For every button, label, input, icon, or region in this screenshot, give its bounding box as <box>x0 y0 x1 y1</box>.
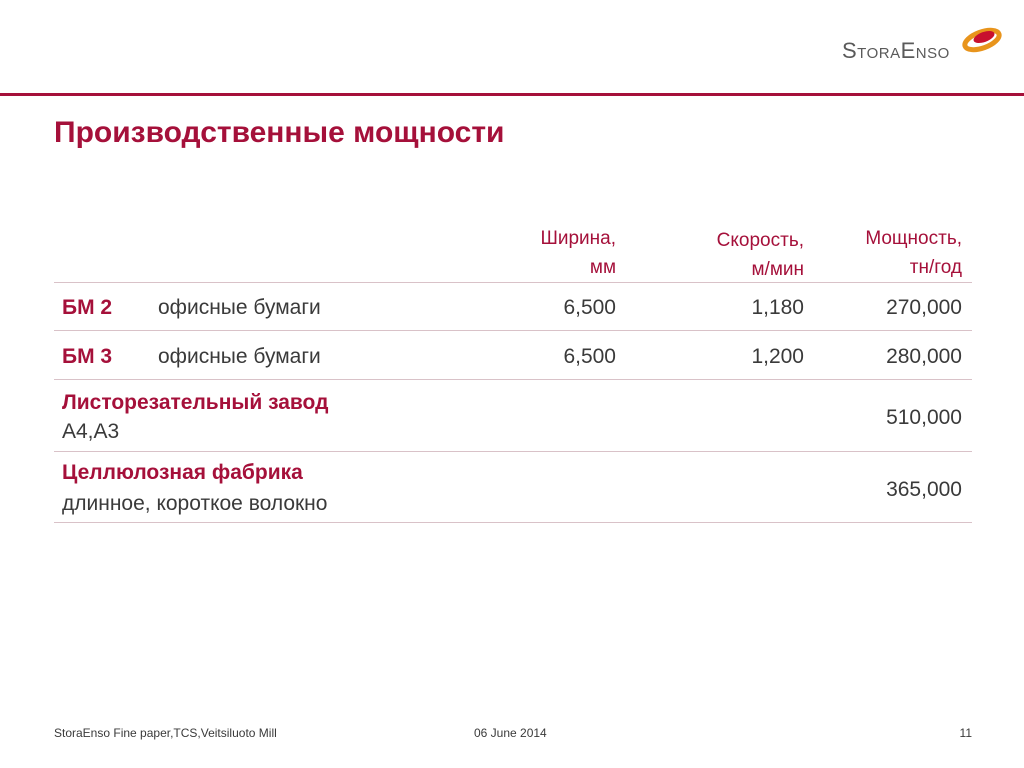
header-speed: Скорость, м/мин <box>716 230 804 280</box>
table-divider <box>54 379 972 380</box>
logo-swirl-icon <box>960 20 1002 54</box>
row-code: БМ 3 <box>62 345 113 368</box>
table-divider <box>54 330 972 331</box>
row-name: Листорезательный завод <box>62 391 329 414</box>
page-number: 11 <box>959 726 972 740</box>
table-divider <box>54 451 972 452</box>
row-width: 6,500 <box>563 345 616 368</box>
footer-date: 06 June 2014 <box>474 726 547 740</box>
row-product: офисные бумаги <box>158 345 321 368</box>
row-capacity: 510,000 <box>886 406 962 429</box>
logo-text: StoraEnso <box>842 38 950 63</box>
row-capacity: 270,000 <box>886 296 962 319</box>
row-capacity: 280,000 <box>886 345 962 368</box>
row-width: 6,500 <box>563 296 616 319</box>
row-speed: 1,200 <box>751 345 804 368</box>
header-capacity: Мощность, тн/год <box>865 228 962 278</box>
row-sub: длинное, короткое волокно <box>62 492 328 515</box>
table-divider <box>54 282 972 283</box>
row-code: БМ 2 <box>62 296 113 319</box>
table-divider <box>54 522 972 523</box>
page-title: Производственные мощности <box>54 116 505 149</box>
header-divider <box>0 93 1024 96</box>
row-sub: А4,А3 <box>62 420 120 443</box>
row-speed: 1,180 <box>751 296 804 319</box>
header-width: Ширина, мм <box>540 228 616 278</box>
footer-source: StoraEnso Fine paper,TCS,Veitsiluoto Mill <box>54 726 277 740</box>
row-product: офисные бумаги <box>158 296 321 319</box>
storaenso-logo <box>842 20 1002 72</box>
row-capacity: 365,000 <box>886 478 962 501</box>
row-name: Целлюлозная фабрика <box>62 461 303 484</box>
